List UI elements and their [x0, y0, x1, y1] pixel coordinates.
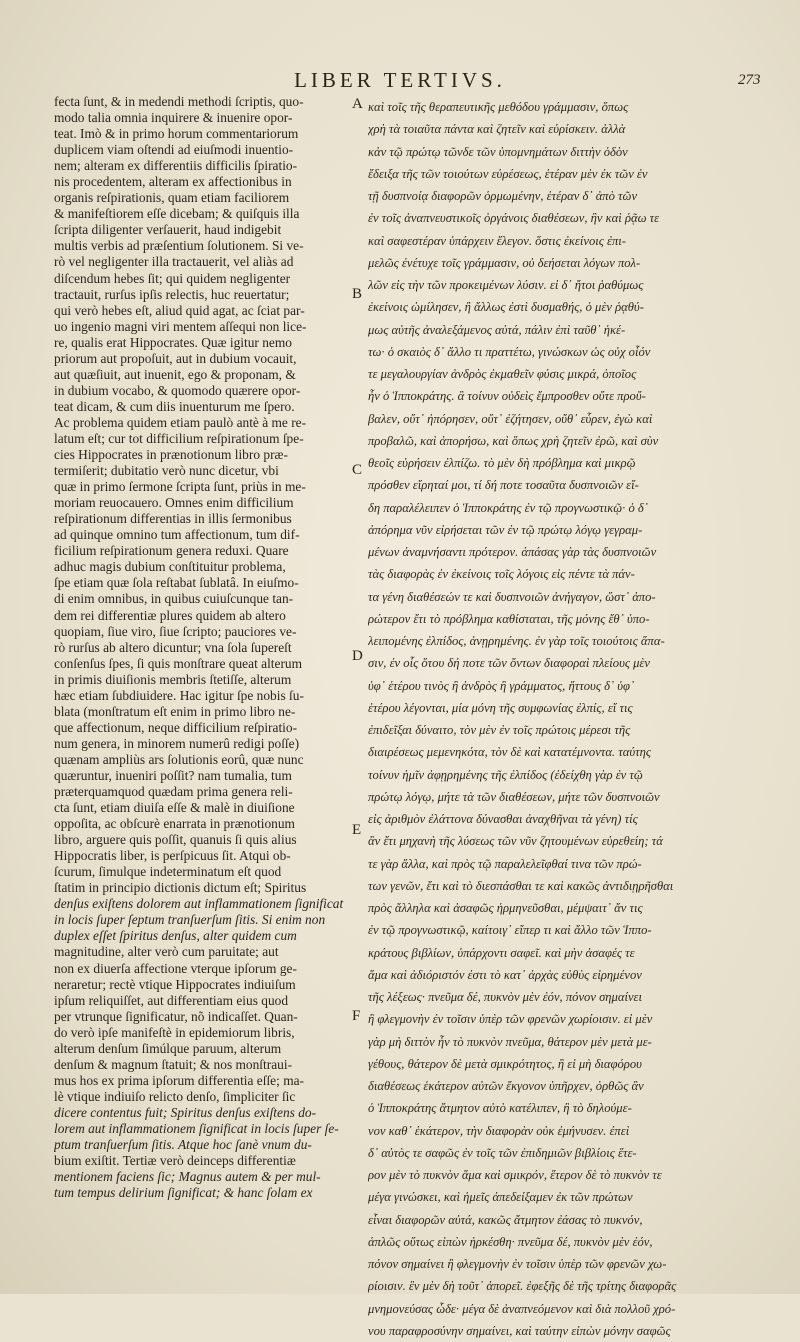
greek-text-line: ἂν ἔτι μηχανὴ τῆς λύσεως τῶν νῦν ζητουμένων εὑρεθείη; τά [368, 834, 663, 849]
latin-text-line: organis reſpirationis, quam etiam faciliorem [54, 190, 290, 206]
greek-text-line: διαιρέσεως μεμενηκότα, τὸν δὲ καὶ κατατέμνοντα. ταύτης [368, 745, 651, 760]
latin-text-line: cies Hippocrates in prænotionum libro præ- [54, 447, 288, 463]
margin-letter-a: A [352, 96, 363, 112]
greek-text-line: λειπομένης ἐλπίδος, ἀνῃρημένης. ἐν γὰρ τοῖς τοιούτοις ἅπα- [368, 634, 665, 648]
margin-letter-e: E [352, 822, 362, 838]
latin-text-line: dicere contentus fuit; Spiritus denſus exiſtens do- [54, 1104, 317, 1120]
latin-text-line: alterum denſum ſimúlque paruum, alterum [54, 1040, 282, 1056]
greek-text-line: καὶ τοῖς τῆς θεραπευτικῆς μεθόδου γράμμασιν, ὅπως [368, 100, 629, 114]
greek-text-line: μως αὐτῆς ἀναλεξάμενος αὐτά, πάλιν ἐπὶ ταῦθ᾽ ἡκέ- [368, 322, 626, 337]
latin-text-line: termiſerit; dubitatio verò nunc dicetur, vbi [54, 463, 279, 479]
latin-text-line: que affectionum, neque difficilium reſpiratio- [54, 719, 298, 735]
latin-text-line: ptum tranſuerſum ſitis. Atque hoc ſanè vnum du- [54, 1137, 312, 1153]
latin-text-line: oppoſita, ac obſcurè enarrata in prænotionum [54, 816, 295, 832]
latin-text-line: cta ſunt, etiam diuiſa eſſe & malè in diuiſione [54, 800, 295, 816]
greek-text-line: τοίνυν ἡμῖν ἀφῃρημένης τῆς ἐλπίδος (ἐδείχθη γὰρ ἐν τῷ [368, 767, 643, 782]
latin-text-line: adhuc magis dubium conſtituitur problema, [54, 559, 286, 575]
greek-text-line: χρὴ τὰ τοιαῦτα πάντα καὶ ζητεῖν καὶ εὑρίσκειν. ἀλλὰ [368, 122, 626, 137]
greek-text-line: πρόσθεν εἴρηταί μοι, τί δή ποτε τοσαῦτα δυσπνοιῶν εἴ- [368, 478, 639, 493]
margin-letter-b: B [352, 286, 363, 302]
latin-text-line: non ex diuerſa affectione vterque ipſorum ge- [54, 960, 297, 976]
running-title: LIBER TERTIVS. [294, 68, 506, 92]
greek-text-line: μέγα γινώσκει, καὶ ἡμεῖς ἀπεδείξαμεν ἐκ τῶν πρώτων [368, 1190, 633, 1205]
latin-text-line: ſcurum, ſimulque indeterminatum eſt quod [54, 864, 282, 880]
greek-text-line: ὑφ᾽ ἑτέρου τινὸς ἢ ἀνδρὸς ἢ γράμματος, ἥττους δ᾽ ὑφ᾽ [368, 678, 635, 693]
latin-text-line: do verò ipſe manifeſtè in epidemiorum libris, [54, 1024, 295, 1040]
latin-text-line: bium exiſtit. Tertiæ verò deinceps differentiæ [54, 1153, 296, 1169]
latin-text-line: præterquamquod quædam prima genera reli- [54, 784, 293, 800]
greek-text-line: πρὸς ἄλληλα καὶ ἀσαφῶς ἡρμηνεῦσθαι, μέμψαιτ᾽ ἄν τις [368, 901, 643, 915]
greek-text-line: τῆς λέξεως· πνεῦμα δέ, πυκνὸν μὲν ἐόν, πόνον σημαίνει [368, 990, 643, 1004]
latin-text-line: magnitudine, alter verò cum paruitate; aut [54, 944, 279, 960]
latin-text-line: in primis diuiſionis membris ſtetiſſe, alterum [54, 671, 292, 687]
latin-text-line: denſus exiſtens dolorem aut inflammationem ſignificat [54, 896, 344, 912]
latin-text-line: conſenſus ſpes, ſi quis monſtrare queat alterum [54, 655, 303, 671]
greek-text-line: ρίοισιν. ἓν μὲν δὴ τοῦτ᾽ ἀπορεῖ. ἐφεξῆς δὲ τῆς τρίτης διαφορᾶς [368, 1279, 677, 1294]
latin-text-line: uo ingenio magni viri mentem aſſequi non lice- [54, 318, 307, 334]
greek-text-line: ἔδειξα τῆς τῶν τοιούτων εὑρέσεως, ἑτέραν μὲν ἐκ τῶν ἐν [368, 166, 648, 181]
latin-text-line: multis verbis ad præſentium ſolutionem. Si ve- [54, 238, 304, 254]
greek-text-line: θεοῖς εὑρήσειν ἐλπίζω. τὸ μὲν δὴ πρόβλημα καὶ μικρῷ [368, 456, 636, 470]
latin-text-line: ad quinque omnino tum affectionum, tum dif- [54, 527, 300, 543]
greek-text-line: τα γένη διαθέσεών τε καὶ δυσπνοιῶν ἀνήγαγον, ὥστ᾽ ἀπο- [368, 589, 656, 604]
latin-text-line: ſcripta diligenter verſauerit, haud indigebit [54, 222, 282, 238]
latin-text-line: lorem aut inflammationem ſignificat in locis ſuper ſe- [54, 1121, 339, 1136]
latin-text-line: moriam reuocauero. Omnes enim difficilium [54, 495, 294, 511]
greek-text-line: εἰς ἀριθμὸν ἐλάττονα δύνασθαι ἀναχθῆναι τὰ γένη) τίς [368, 812, 638, 826]
greek-text-line: μένων ἀναμνήσαντι πρότερον. ἁπάσας γὰρ τὰς δυσπνοιῶν [368, 545, 657, 559]
greek-text-line: τε μεγαλουργίαν ἀνδρὸς ἐκμαθεῖν φύσις μικρά, ὁποῖος [368, 367, 637, 381]
latin-text-line: per vtrunque ſignificatur, nõ indicaſſet. Quan- [54, 1008, 298, 1024]
greek-text-line: ἑτέρου λέγονται, μία μόνη τῆς συμφωνίας ἐλπίς, εἴ τις [368, 700, 633, 715]
latin-text-line: rò vel negligenter illa tractauerit, vel aliàs ad [54, 254, 294, 270]
latin-text-line: di enim omnibus, in quibus cuiuſcunque tan- [54, 591, 294, 607]
greek-text-line: γέθους, θάτερον δὲ μετὰ σμικρότητος, ἢ εἰ μὴ διαφόρου [368, 1056, 642, 1071]
latin-text-line: tum tempus delirium ſignificat; & hanc ſolam ex [54, 1185, 313, 1201]
latin-text-line: hæc etiam ſubdiuidere. Hac igitur ſpe nobis ſu- [54, 687, 304, 703]
page-number: 273 [738, 72, 761, 88]
latin-text-line: quæ in primo ſermone ſcripta ſunt, priùs in me- [54, 479, 306, 495]
latin-text-line: in dubium vocabo, & quomodo quærere opor- [54, 382, 301, 398]
greek-text-line: σιν, ἐν οἷς ὅτου δή ποτε τῶν ὄντων διαφοραὶ πλείους μὲν [368, 656, 650, 671]
greek-text-line: μνημονεύσας ὧδε· μέγα δὲ ἀναπνεόμενον καὶ διὰ πολλοῦ χρό- [368, 1301, 676, 1316]
greek-text-line: τὰς διαφορὰς ἐν ἐκείνοις τοῖς λόγοις εἰς πέντε τὰ πάν- [368, 567, 635, 582]
greek-text-line: εἶναι διαφορῶν αὐτά, κακῶς ἄτμητον ἐάσας τὸ πυκνόν, [368, 1212, 643, 1227]
greek-text-line: νον καθ᾽ ἑκάτερον, τὴν διαφορὰν οὐκ ἐμήνυσεν. ἐπεὶ [368, 1123, 630, 1138]
latin-text-line: Ac problema quidem etiam paulò antè à me re- [54, 414, 307, 430]
latin-text-line: latum eſt; cur tot difficilium reſpirationum ſpe- [54, 430, 304, 446]
greek-text-line: καὶ σαφεστέραν ὑπάρχειν ἔλεγον. ὅστις ἐκείνοις ἐπι- [368, 233, 626, 248]
latin-text-line: modo talia omnia inquirere & inuenire opor- [54, 110, 293, 126]
margin-letter-c: C [352, 462, 363, 478]
latin-text-line: duplex eſſet ſpiritus denſus, alter quidem cum [54, 928, 297, 944]
greek-text-line: ἦν ὁ Ἱπποκράτης. ἃ τοίνυν οὐδεὶς ἔμπροσθεν οὔτε προὔ- [368, 389, 646, 404]
latin-text-line: duplicem viam oſtendi ad eiuſmodi inuentio- [54, 142, 294, 158]
greek-text-line: κράτους βιβλίων, ὑπάρχοντι σαφεῖ. καὶ μὴν ἀσαφές τε [368, 945, 635, 960]
latin-text-line: quænam ampliùs ars ſolutionis eorû, quæ nunc [54, 751, 304, 767]
greek-text-line: ἀπόρημα νῦν εἰρήσεται τῶν ἐν τῷ πρώτῳ λόγῳ γεγραμ- [368, 522, 643, 537]
greek-text-line: δη παραλέλειπεν ὁ Ἱπποκράτης ἐν τῷ προγνωστικῷ· ὁ δ᾽ [368, 500, 648, 515]
latin-text-line: diſcendum hebes ſit; qui quidem negligenter [54, 270, 291, 286]
greek-text-line: ἐκείνοις ὡμίλησεν, ἢ ἄλλως ἐστὶ δυσμαθής, ὁ μὲν ῥᾳθύ- [368, 300, 644, 315]
latin-text-line: aut quæſiuit, aut inuenit, ego & proponam, & [54, 366, 296, 382]
greek-text-line: τε γὰρ ἄλλα, καὶ πρὸς τῷ παραλελεῖφθαί τινα τῶν πρώ- [368, 856, 642, 871]
greek-text-line: ἐν τῷ προγνωστικῷ, καίτοιγ᾽ εἴπερ τι καὶ ἄλλο τῶν Ἱππο- [368, 923, 652, 938]
greek-text-line: νου παραφροσύνην σημαίνει, καὶ ταύτην εἰπὼν μόνην σαφῶς [368, 1323, 671, 1338]
latin-text-line: teat dicam, & cum diis inuenturum me ſpero. [54, 398, 295, 414]
greek-text-line: πρώτῳ λόγῳ, μήτε τὰ τῶν διαθέσεων, μήτε τῶν δυσπνοιῶν [368, 789, 660, 804]
greek-column [368, 96, 752, 1342]
latin-text-line: nem; alteram ex differentiis difficilis ſpiratio- [54, 158, 298, 174]
latin-text-line: dem rei differentiæ plures quidem ab altero [54, 607, 286, 623]
greek-text-line: δ᾽ αὐτὸς τε σαφῶς ἐν τοῖς τῶν ἐπιδημιῶν βιβλίοις ἕτε- [368, 1145, 637, 1160]
latin-text-line: in locis ſuper ſeptum tranſuerſum ſitis. Si enim non [54, 912, 326, 928]
latin-text-line: ſpe etiam quæ ſola reſtabat ſublatâ. In eiuſmo- [54, 575, 299, 591]
latin-text-line: denſum & magnum ſtatuit; & nos monſtraui- [54, 1056, 293, 1072]
greek-text-line: ἐπιδεῖξαι δύναιτο, τὸν μὲν ἐν τοῖς πρώτοις μέρεσι τῆς [368, 723, 631, 737]
latin-text-line: rò rurſus ab altero dicuntur; vna ſola ſupereſt [54, 639, 292, 655]
latin-text-line: libro, arguere quis poſſit, quanuis ſi quis alius [54, 832, 297, 848]
latin-text-line: quopiam, ſiue viro, ſiue ſcripto; pauciores ve- [54, 623, 297, 639]
latin-text-line: qui verò hebes eſt, aliud quid agat, ac ſciat par- [54, 302, 305, 318]
margin-letter-d: D [352, 648, 363, 664]
latin-text-line: tractauit, rurſus ipſis relectis, huc reuertatur; [54, 286, 290, 302]
latin-text-line: ſtatim in principio dictionis dictum eſt; Spiritus [54, 880, 307, 896]
latin-text-line: Hippocratis liber, is perſpicuus ſit. Atqui ob- [54, 848, 291, 864]
latin-text-line: ipſum reliquiſſet, aut differentiam eius quod [54, 992, 289, 1008]
margin-letter-f: F [352, 1008, 361, 1024]
latin-text-line: lè vtique indiuiſo relicto denſo, ſimpliciter ſic [54, 1088, 296, 1104]
greek-text-line: πόνον σημαίνει ἢ φλεγμονὴν ἐν τοῖσιν ὑπὲρ τῶν φρενῶν χω- [368, 1257, 667, 1271]
latin-text-line: mus hos ex prima ipſorum differentia eſſe; ma- [54, 1072, 305, 1088]
greek-text-line: μελῶς ἐνέτυχε τοῖς γράμμασιν, οὐ δεήσεται λόγων πολ- [368, 255, 641, 270]
greek-text-line: κἀν τῷ πρώτῳ τῶνδε τῶν ὑπομνημάτων διττὴν ὁδὸν [368, 144, 628, 159]
greek-text-line: διαθέσεως ἑκάτερον αὐτῶν ἔκγονον ὑπῆρχεν, ὀρθῶς ἂν [368, 1079, 644, 1093]
greek-text-line: των γενῶν, ἔτι καὶ τὸ διεσπάσθαι τε καὶ κακῶς ἀντιδιῃρῆσθαι [368, 878, 674, 893]
latin-text-line: & manifeſtiorem eſſe dicebam; & quiſquis illa [54, 206, 300, 222]
latin-text-line: quæruntur, inueniri poſſit? nam tumalia, tum [54, 767, 292, 783]
latin-text-line: fecta ſunt, & in medendi methodi ſcriptis, quo- [54, 94, 304, 109]
latin-text-line: ficilium reſpirationum genera reduxi. Quare [54, 543, 289, 559]
latin-column [54, 94, 347, 1201]
greek-text-line: ἅμα καὶ ἀδιόριστόν ἐστι τὸ κατ᾽ ἀρχὰς εὐθὺς εἰρημένον [368, 967, 642, 982]
greek-text-line: ἐν τοῖς ἀναπνευστικοῖς ὀργάνοις διαθέσεων, ἣν καὶ ῥᾷω τε [368, 211, 660, 226]
latin-text-line: blata (monſtratum eſt enim in primo libro ne- [54, 703, 296, 719]
greek-text-line: τῇ δυσπνοίᾳ διαφορῶν ὁρμωμένην, ἑτέραν δ᾽ ἀπὸ τῶν [368, 189, 638, 203]
latin-text-line: nis procedentem, alteram ex affectionibus in [54, 174, 292, 190]
greek-text-line: γὰρ μὴ διττὸν ἦν τὸ πυκνὸν πνεῦμα, θάτερον μὲν μετὰ με- [368, 1034, 652, 1049]
greek-text-line: προβαλῶ, καὶ ἀπορήσω, καὶ ὅπως χρὴ ζητεῖν ἐρῶ, καὶ σὺν [368, 433, 659, 448]
latin-text-line: neraretur; rectè vtique Hippocrates indiuiſum [54, 976, 296, 992]
latin-text-line: num genera, in minorem numerû redigi poſſe) [54, 735, 300, 751]
greek-text-line: ὁ Ἱπποκράτης ἄτμητον αὐτὸ κατέλιπεν, ἢ τὸ δηλούμε- [368, 1101, 632, 1116]
greek-text-line: ἢ φλεγμονὴν ἐν τοῖσιν ὑπὲρ τῶν φρενῶν χωρίοισιν. εἰ μὲν [368, 1012, 653, 1027]
latin-text-line: re, qualis erat Hippocrates. Quæ igitur nemo [54, 334, 292, 350]
greek-text-line: βαλεν, οὔτ᾽ ἠπόρησεν, οὔτ᾽ ἐζήτησεν, οὔθ᾽ εὗρεν, ἐγὼ καὶ [368, 411, 653, 426]
latin-text-line: priorum aut propoſuit, aut in dubium vocauit, [54, 350, 297, 366]
greek-text-line: ρον μὲν τὸ πυκνὸν ἅμα καὶ σμικρόν, ἕτερον δὲ τὸ πυκνὸν τε [368, 1168, 662, 1182]
latin-text-line: reſpirationum differentias in illis ſermonibus [54, 511, 292, 527]
latin-text-line: mentionem faciens ſic; Magnus autem & per mul- [54, 1169, 321, 1185]
greek-text-line: λῶν εἰς τὴν τῶν προκειμένων λύσιν. εἰ δ᾽ ἤτοι ῥαθύμως [368, 278, 644, 292]
greek-text-line: ρώτερον ἔτι τὸ πρόβλημα καθίσταται, τῆς μόνης ἔθ᾽ ὑπο- [368, 611, 650, 626]
latin-text-line: teat. Imò & in primo horum commentariorum [54, 126, 299, 142]
greek-text-line: ἁπλῶς οὕτως εἰπὼν ἠρκέσθη· πνεῦμα δέ, πυκνὸν μὲν ἐόν, [368, 1234, 653, 1249]
greek-text-line: τω· ὁ σκαιὸς δ᾽ ἄλλο τι πραττέτω, γινώσκων ὡς οὐχ οἷόν [368, 344, 651, 359]
